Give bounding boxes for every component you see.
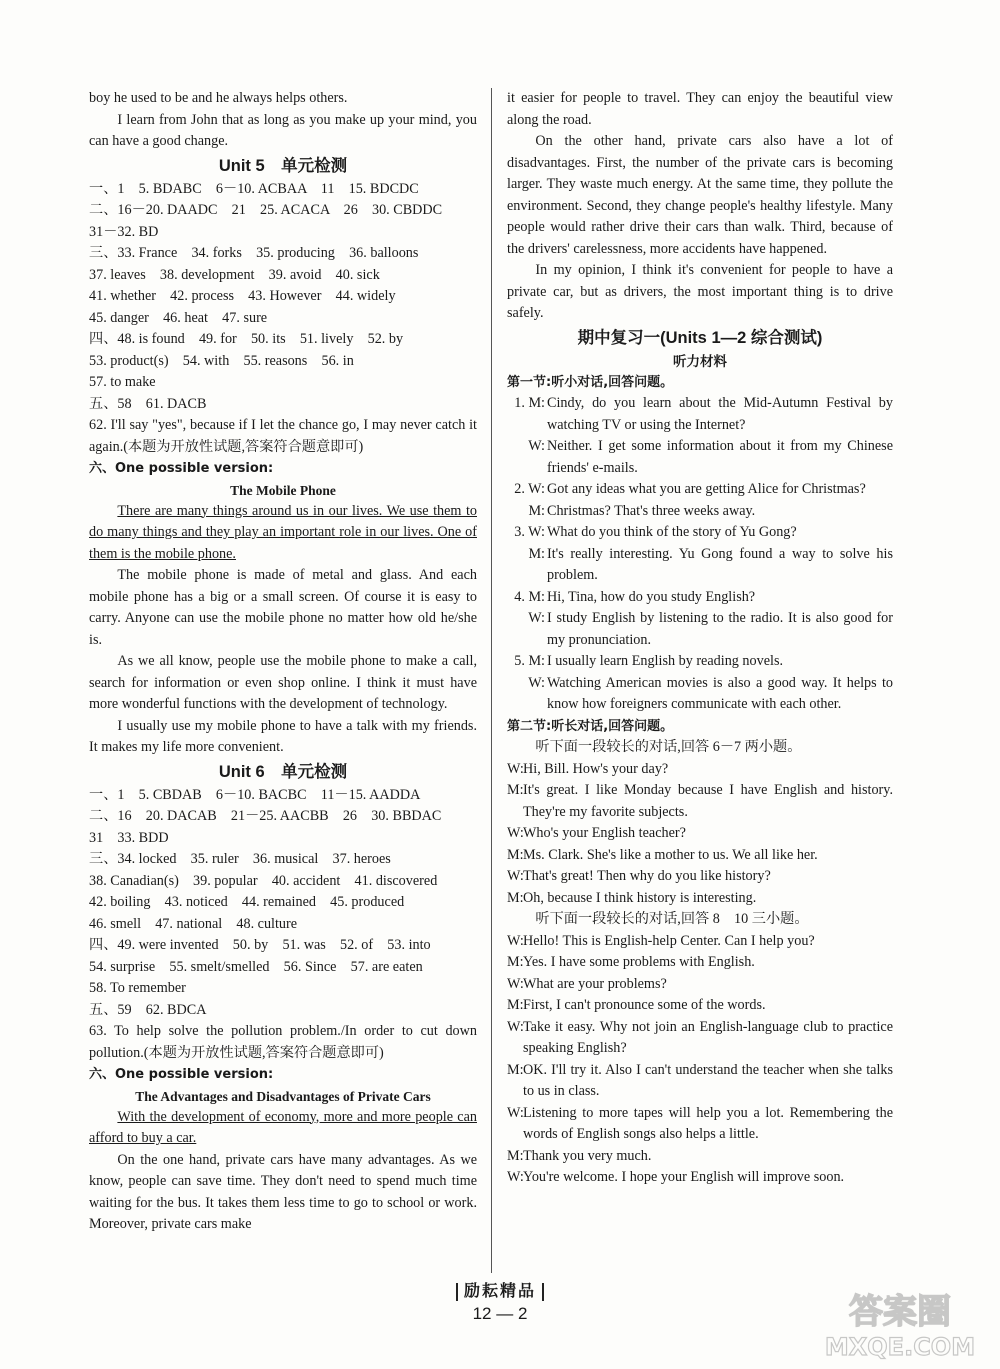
dialog-text: Neither. I get some information about it from my Chinese friends' e-mails. (547, 438, 893, 476)
dialog-line (507, 651, 893, 673)
dialog-line (507, 931, 893, 953)
dialog-text: What do you think of the story of Yu Gong? (547, 524, 797, 540)
watermark-text: 答案圈 (849, 1292, 951, 1332)
dialog-line (507, 544, 893, 587)
answer-line: 37. leaves 38. development 39. avoid 40. sick (89, 266, 380, 283)
dialog-text: Listening to more tapes will help you a lot. Remembering the words of English songs also helps a little. (523, 1104, 893, 1142)
dialog-line (507, 995, 893, 1017)
dialog-line (507, 436, 893, 479)
dialog-line (507, 608, 893, 651)
dialog-text: Thank you very much. (523, 1147, 652, 1164)
answer-line: 57. to make (89, 374, 156, 390)
speaker-label: M: (507, 889, 524, 906)
section-2-heading: 第二节:听长对话,回答问题。 (507, 718, 674, 734)
dialog-line (507, 1167, 893, 1189)
answer-line: 53. product(s) 54. with 55. reasons 56. in (89, 352, 354, 369)
speaker-label: M: (507, 997, 524, 1013)
dialog-text: Hi, Tina, how do you study English? (547, 588, 756, 605)
answer-line: 二、16－20. DAADC 21 25. ACACA 26 30. CBDDC (89, 202, 443, 218)
speaker-label: 5. M: (514, 653, 545, 669)
unit5-essay-para: I usually use my mobile phone to have a talk with my friends. It makes my life more convenient. (89, 717, 477, 755)
speaker-label: M: (528, 502, 545, 519)
unit5-essay-para (89, 501, 477, 566)
dialog-text: Hi, Bill. How's your day? (523, 760, 669, 777)
speaker-label: 2. W: (514, 481, 545, 497)
underlined-topic-sentence: With the development of economy, more and more people can afford to buy a car. (89, 1108, 477, 1146)
watermark-url: MXQE.COM (824, 1333, 976, 1361)
midterm-title: 期中复习一(Units 1—2 综合测试) (577, 328, 823, 347)
speaker-label: 3. W: (514, 524, 545, 540)
dialog-text: Take it easy. Why not join an English-language club to practice speaking English? (523, 1018, 893, 1056)
unit6-title: Unit 6 单元检测 (218, 762, 348, 781)
answer-line: 五、59 62. BDCA (89, 1001, 207, 1018)
answer-line: 一、1 5. BDABC 6－10. ACBAA 11 15. BDCDC (89, 180, 419, 197)
dialog-line (507, 393, 893, 436)
dialog-text: That's great! Then why do you like history? (523, 868, 771, 884)
dialog-text: Yes. I have some problems with English. (523, 954, 755, 970)
dialog-line (507, 501, 893, 523)
dialog-text: Hello! This is English-help Center. Can I help you? (523, 932, 815, 949)
unit5-sample-label: 六、One possible version: (89, 461, 274, 476)
unit5-answers (89, 179, 477, 459)
dialog-line (507, 1017, 893, 1060)
dialog-line (507, 522, 893, 544)
unit6-sample-label: 六、One possible version: (89, 1067, 274, 1082)
speaker-label: W: (528, 674, 545, 691)
dialog-line (507, 974, 893, 996)
dialog-text: OK. I'll try it. Also I can't understand the teacher when she talks to us in class. (523, 1061, 893, 1099)
section-1-heading: 第一节:听小对话,回答问题。 (507, 374, 674, 390)
dialog-text: I study English by listening to the radio. It is also good for my pronunciation. (547, 610, 893, 648)
instruction-6-7: 听下面一段较长的对话,回答 6－7 两小题。 (535, 739, 802, 755)
unit6-answers (89, 785, 477, 1065)
speaker-label: W: (507, 1169, 524, 1185)
speaker-label: W: (507, 932, 524, 949)
left-column (89, 88, 477, 1236)
column-divider (491, 88, 492, 1273)
dialog-line (507, 479, 893, 501)
essay-continuation: On the other hand, private cars also have a lot of disadvantages. First, the number of the private cars is becoming larger. They waste much energy. At the same time, they pollute the environment. Second, they change people's healthy lifestyle. Many people would rather drive their cars than walk. Third, because of the drivers' carelessness, more accidents have happened. (507, 133, 893, 257)
answer-line: 31 33. BDD (89, 829, 169, 846)
answer-line: 63. To help solve the pollution problem./In order to cut down pollution.(本题为开放性试题,答案符合题意即可) (89, 1023, 477, 1061)
dialog-line (507, 866, 893, 888)
speaker-label: M: (507, 846, 524, 863)
speaker-label: M: (507, 1147, 524, 1164)
answer-line: 三、34. locked 35. ruler 36. musical 37. heroes (89, 851, 391, 867)
instruction-8-10: 听下面一段较长的对话,回答 8 10 三小题。 (535, 911, 809, 927)
short-dialogs (507, 393, 893, 716)
long-dialog-a (507, 759, 893, 910)
dialog-text: First, I can't pronounce some of the words. (523, 997, 766, 1013)
answer-line: 二、16 20. DACAB 21－25. AACBB 26 30. BBDAC (89, 808, 442, 824)
speaker-label: M: (507, 782, 524, 798)
answer-line: 四、49. were invented 50. by 51. was 52. of 53. into (89, 937, 431, 953)
answer-line: 45. danger 46. heat 47. sure (89, 309, 268, 326)
speaker-label: W: (507, 760, 524, 777)
answer-line: 54. surprise 55. smelt/smelled 56. Since 57. are eaten (89, 958, 423, 975)
right-column (507, 88, 893, 1189)
unit5-essay-para: The mobile phone is made of metal and glass. And each mobile phone has a big or a small screen. Of course it is easy to carry. Anyone can use the mobile phone no matter how old he/she is. (89, 567, 477, 648)
dialog-text: Got any ideas what you are getting Alice for Christmas? (547, 481, 866, 497)
dialog-line (507, 1060, 893, 1103)
unit6-essay-para (89, 1107, 477, 1150)
answer-line: 58. To remember (89, 980, 186, 996)
logo-bar-right (542, 1283, 544, 1301)
answer-line: 一、1 5. CBDAB 6－10. BACBC 11－15. AADDA (89, 786, 421, 803)
speaker-label: W: (507, 975, 524, 992)
speaker-label: W: (528, 610, 545, 626)
answer-line: 31－32. BD (89, 223, 159, 240)
dialog-line (507, 1103, 893, 1146)
dialog-text: It's great. I like Monday because I have English and history. They're my favorite subjects. (523, 782, 893, 820)
logo-bar-left (456, 1283, 458, 1301)
unit5-essay-para: As we all know, people use the mobile phone to make a call, search for information or even shop online. I think it must have more wonderful functions with the development of technology. (89, 653, 477, 712)
answer-line: 38. Canadian(s) 39. popular 40. accident 41. discovered (89, 872, 438, 889)
dialog-text: Who's your English teacher? (523, 825, 686, 841)
speaker-label: W: (507, 1018, 524, 1035)
dialog-text: Christmas? That's three weeks away. (547, 502, 756, 519)
speaker-label: 4. M: (514, 588, 545, 605)
speaker-label: 1. M: (514, 395, 545, 411)
dialog-line (507, 888, 893, 910)
dialog-line (507, 780, 893, 823)
unit6-essay-para: On the one hand, private cars have many advantages. As we know, people can save time. They don't need to spend much time waiting for the bus. It takes them less time to go to school or work. Moreover, private cars make (89, 1151, 477, 1232)
dialog-text: Ms. Clark. She's like a mother to us. We all like her. (523, 846, 818, 863)
brand-text: 励耘精品 (463, 1281, 536, 1300)
answer-line: 三、33. France 34. forks 35. producing 36. balloons (89, 245, 419, 261)
dialog-text: It's really interesting. Yu Gong found a way to solve his problem. (547, 545, 893, 583)
dialog-line (507, 1146, 893, 1168)
dialog-text: What are your problems? (523, 975, 667, 992)
answer-line: 62. I'll say "yes", because if I let the chance go, I may never catch it again.(本题为开放性试题,答案符合题意即可) (89, 417, 477, 455)
watermark-logo (813, 1283, 988, 1363)
dialog-line (507, 823, 893, 845)
speaker-label: W: (507, 825, 524, 841)
speaker-label: W: (507, 1104, 524, 1121)
listening-title: 听力材料 (673, 353, 727, 369)
speaker-label: W: (507, 868, 524, 884)
dialog-text: I usually learn English by reading novels. (547, 653, 784, 669)
speaker-label: M: (507, 954, 524, 970)
answer-line: 五、58 61. DACB (89, 395, 207, 412)
dialog-text: Oh, because I think history is interesting. (523, 889, 757, 906)
speaker-label: M: (528, 545, 545, 562)
answer-line: 四、48. is found 49. for 50. its 51. lively 52. by (89, 331, 404, 347)
dialog-text: Cindy, do you learn about the Mid-Autumn Festival by watching TV or using the Internet? (547, 395, 893, 433)
answer-line: 46. smell 47. national 48. culture (89, 915, 298, 932)
underlined-topic-sentence: There are many things around us in our lives. We use them to do many things and they play an important role in our lives. One of them is the mobile phone. (89, 502, 477, 562)
intro-line-1: boy he used to be and he always helps others. (89, 90, 348, 106)
unit5-title: Unit 5 单元检测 (218, 156, 348, 175)
dialog-line (507, 587, 893, 609)
speaker-label: W: (528, 438, 545, 454)
dialog-line (507, 952, 893, 974)
unit5-essay-title: The Mobile Phone (230, 482, 336, 498)
page-number: 12 — 2 (472, 1304, 528, 1323)
dialog-text: You're welcome. I hope your English will improve soon. (523, 1169, 845, 1185)
unit6-essay-title: The Advantages and Disadvantages of Private Cars (135, 1088, 431, 1104)
long-dialog-b (507, 931, 893, 1189)
speaker-label: M: (507, 1061, 524, 1078)
essay-continuation: it easier for people to travel. They can enjoy the beautiful view along the road. (507, 90, 893, 128)
dialog-line (507, 673, 893, 716)
essay-continuation: In my opinion, I think it's convenient for people to have a private car, but as drivers, the most important thing is to drive safely. (507, 262, 893, 321)
intro-line-2: I learn from John that as long as you make up your mind, you can have a good change. (89, 111, 477, 149)
answer-line: 41. whether 42. process 43. However 44. widely (89, 288, 396, 304)
answer-line: 42. boiling 43. noticed 44. remained 45. produced (89, 894, 405, 910)
dialog-text: Watching American movies is also a good way. It helps to know how foreigners communicate with each other. (547, 674, 893, 712)
dialog-line (507, 845, 893, 867)
dialog-line (507, 759, 893, 781)
